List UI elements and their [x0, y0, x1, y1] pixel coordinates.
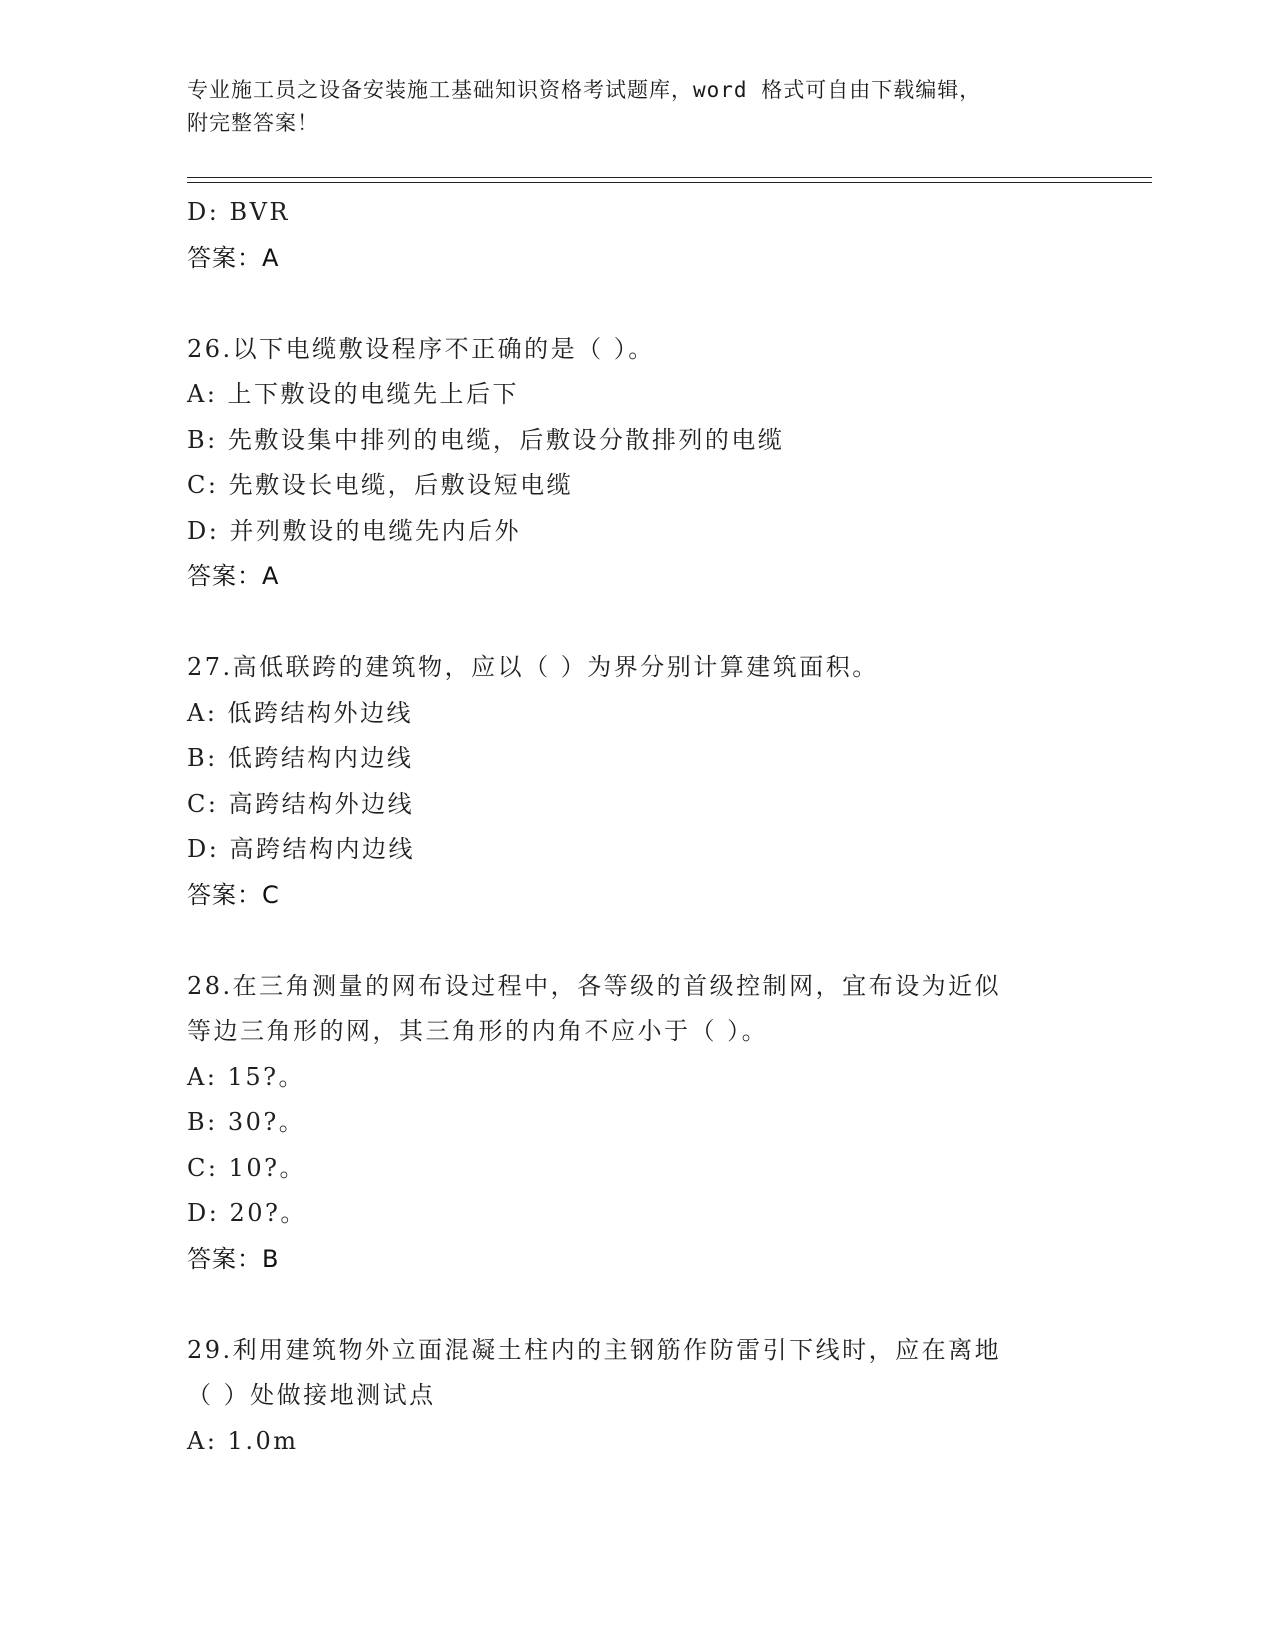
option-a: A: 1.0m [187, 1426, 299, 1455]
question-stem-line-1: 28.在三角测量的网布设过程中，各等级的首级控制网，宜布设为近似 [187, 971, 1002, 1000]
option-b: B: 30?。 [187, 1108, 306, 1136]
question-content [187, 190, 1087, 1464]
question-stem-line-1: 29.利用建筑物外立面混凝土柱内的主钢筋作防雷引下线时，应在离地 [187, 1335, 1002, 1364]
option-d: D: 20?。 [187, 1199, 307, 1227]
spacer [187, 1282, 1087, 1328]
option-c: C: 高跨结构外边线 [187, 789, 415, 818]
question-29 [187, 1328, 1087, 1465]
answer-line: 答案：A [187, 562, 280, 590]
answer-line: 答案：B [187, 1244, 280, 1273]
header-line-1: 专业施工员之设备安装施工基础知识资格考试题库，word 格式可自由下载编辑， [187, 78, 982, 102]
spacer [187, 918, 1087, 964]
question-28 [187, 964, 1087, 1283]
option-c: C: 10?。 [187, 1153, 306, 1182]
option-d: D: 并列敷设的电缆先内后外 [187, 516, 521, 545]
option-a: A: 15?。 [187, 1062, 305, 1091]
page-header [187, 74, 1067, 140]
question-stem-line-2: 等边三角形的网，其三角形的内角不应小于（ ）。 [187, 1017, 769, 1045]
option-a: A: 低跨结构外边线 [187, 698, 414, 727]
spacer [187, 600, 1087, 646]
header-rule-top [187, 177, 1152, 178]
header-rule-bottom [187, 182, 1152, 183]
header-line-2: 附完整答案！ [187, 111, 319, 135]
option-d: D: 高跨结构内边线 [187, 835, 415, 863]
question-stem-line-2: （ ）处做接地测试点 [187, 1381, 436, 1409]
previous-question-tail [187, 190, 1087, 281]
spacer [187, 281, 1087, 327]
question-27 [187, 645, 1087, 918]
option-c: C: 先敷设长电缆，后敷设短电缆 [187, 471, 574, 499]
question-26 [187, 327, 1087, 600]
answer-line: 答案：A [187, 243, 280, 272]
option-d: D: BVR [187, 198, 290, 226]
question-stem: 27.高低联跨的建筑物，应以（ ）为界分别计算建筑面积。 [187, 653, 879, 681]
option-b: B: 低跨结构内边线 [187, 744, 414, 772]
option-b: B: 先敷设集中排列的电缆，后敷设分散排列的电缆 [187, 425, 785, 454]
answer-line: 答案：C [187, 880, 280, 909]
option-a: A: 上下敷设的电缆先上后下 [187, 380, 520, 408]
question-stem: 26.以下电缆敷设程序不正确的是（ ）。 [187, 334, 655, 363]
